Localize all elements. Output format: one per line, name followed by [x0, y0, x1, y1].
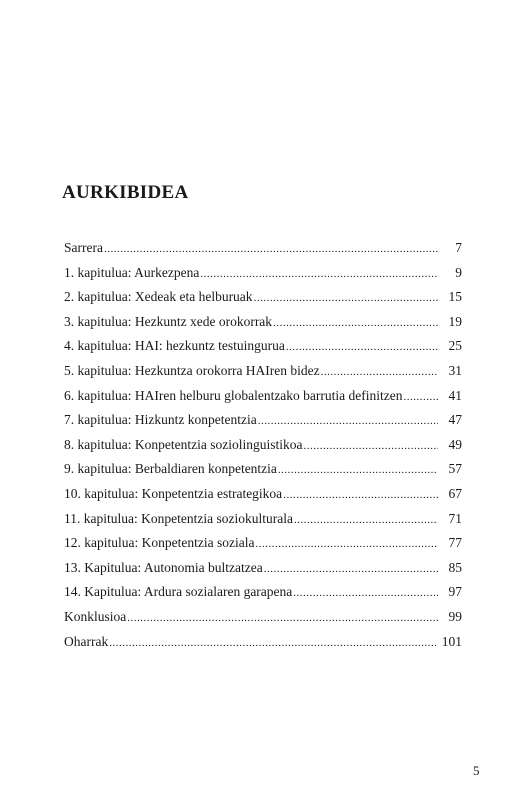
toc-entry-page: 57 — [448, 461, 462, 477]
toc-entry-title: 8. kapitulua: Konpetentzia soziolinguistikoa — [64, 436, 303, 452]
toc-entry-page: 49 — [448, 436, 462, 452]
toc-entry-title: 3. kapitulua: Hezkuntz xede orokorrak — [64, 313, 273, 329]
toc-dot-leader — [283, 483, 438, 508]
toc-dot-leader — [254, 286, 438, 311]
toc-dot-leader — [109, 631, 436, 656]
page-number: 5 — [473, 763, 480, 778]
toc-dot-leader — [258, 409, 438, 434]
toc-entry-page: 71 — [448, 510, 462, 526]
toc-entry[interactable] — [64, 359, 462, 384]
toc-entry[interactable] — [64, 384, 462, 409]
toc-entry[interactable] — [64, 630, 462, 655]
toc-entry-page: 47 — [448, 412, 462, 428]
toc-entry-page: 19 — [448, 313, 462, 329]
toc-entry-page: 85 — [448, 559, 462, 575]
toc-entry-page: 97 — [448, 584, 462, 600]
toc-entry[interactable] — [64, 261, 462, 286]
toc-entry-title: 7. kapitulua: Hizkuntz konpetentzia — [64, 412, 257, 428]
toc-entry[interactable] — [64, 310, 462, 335]
toc-dot-leader — [255, 532, 438, 557]
toc-entry-page: 7 — [455, 240, 462, 255]
toc-entry-page: 99 — [448, 608, 462, 624]
toc-dot-leader — [293, 581, 438, 606]
toc-entry-page: 31 — [448, 362, 462, 378]
toc-dot-leader — [404, 385, 438, 410]
toc-entry-page: 67 — [448, 485, 462, 501]
toc-entry-title: 2. kapitulua: Xedeak eta helburuak — [64, 289, 253, 305]
toc-entry-page: 101 — [441, 633, 462, 649]
toc-entry-title: 11. kapitulua: Konpetentzia soziokulturala — [64, 510, 293, 526]
table-of-contents — [64, 236, 462, 654]
toc-entry[interactable] — [64, 285, 462, 310]
toc-entry[interactable] — [64, 457, 462, 482]
toc-entry-page: 25 — [448, 338, 462, 354]
toc-entry-title: Sarrera — [64, 240, 103, 255]
toc-entry-page: 9 — [455, 264, 462, 280]
toc-entry[interactable] — [64, 605, 462, 630]
toc-entry-page: 77 — [448, 535, 462, 551]
toc-dot-leader — [264, 557, 438, 582]
toc-entry-title: 6. kapitulua: HAIren helburu globalentzako barrutia definitzen — [64, 387, 403, 403]
toc-entry[interactable] — [64, 507, 462, 532]
toc-entry-title: 10. kapitulua: Konpetentzia estrategikoa — [64, 485, 283, 501]
toc-entry[interactable] — [64, 408, 462, 433]
toc-entry-page: 41 — [448, 387, 462, 403]
toc-dot-leader — [294, 508, 438, 533]
toc-entry-title: 5. kapitulua: Hezkuntza orokorra HAIren bidez — [64, 362, 320, 378]
toc-entry[interactable] — [64, 531, 462, 556]
toc-dot-leader — [273, 311, 438, 336]
toc-dot-leader — [278, 458, 438, 483]
toc-entry-title: 14. Kapitulua: Ardura sozialaren garapena — [64, 584, 293, 600]
toc-entry-title: Konklusioa — [64, 608, 127, 624]
toc-entry[interactable] — [64, 580, 462, 605]
toc-entry[interactable] — [64, 334, 462, 359]
toc-entry[interactable] — [64, 236, 462, 261]
toc-dot-leader — [127, 606, 438, 631]
toc-entry-title: Oharrak — [64, 633, 109, 649]
toc-dot-leader — [303, 434, 438, 459]
toc-entry-title: 1. kapitulua: Aurkezpena — [64, 264, 200, 280]
toc-entry-title: 12. kapitulua: Konpetentzia soziala — [64, 535, 255, 551]
toc-entry-page: 15 — [448, 289, 462, 305]
page-title: AURKIBIDEA — [62, 182, 189, 203]
toc-dot-leader — [321, 360, 438, 385]
toc-entry-title: 9. kapitulua: Berbaldiaren konpetentzia — [64, 461, 277, 477]
toc-entry[interactable] — [64, 482, 462, 507]
toc-dot-leader — [200, 262, 438, 287]
toc-dot-leader — [104, 237, 438, 262]
toc-entry-title: 13. Kapitulua: Autonomia bultzatzea — [64, 559, 263, 575]
toc-entry-title: 4. kapitulua: HAI: hezkuntz testuingurua — [64, 338, 285, 354]
toc-dot-leader — [286, 335, 438, 360]
toc-entry[interactable] — [64, 433, 462, 458]
toc-entry[interactable] — [64, 556, 462, 581]
